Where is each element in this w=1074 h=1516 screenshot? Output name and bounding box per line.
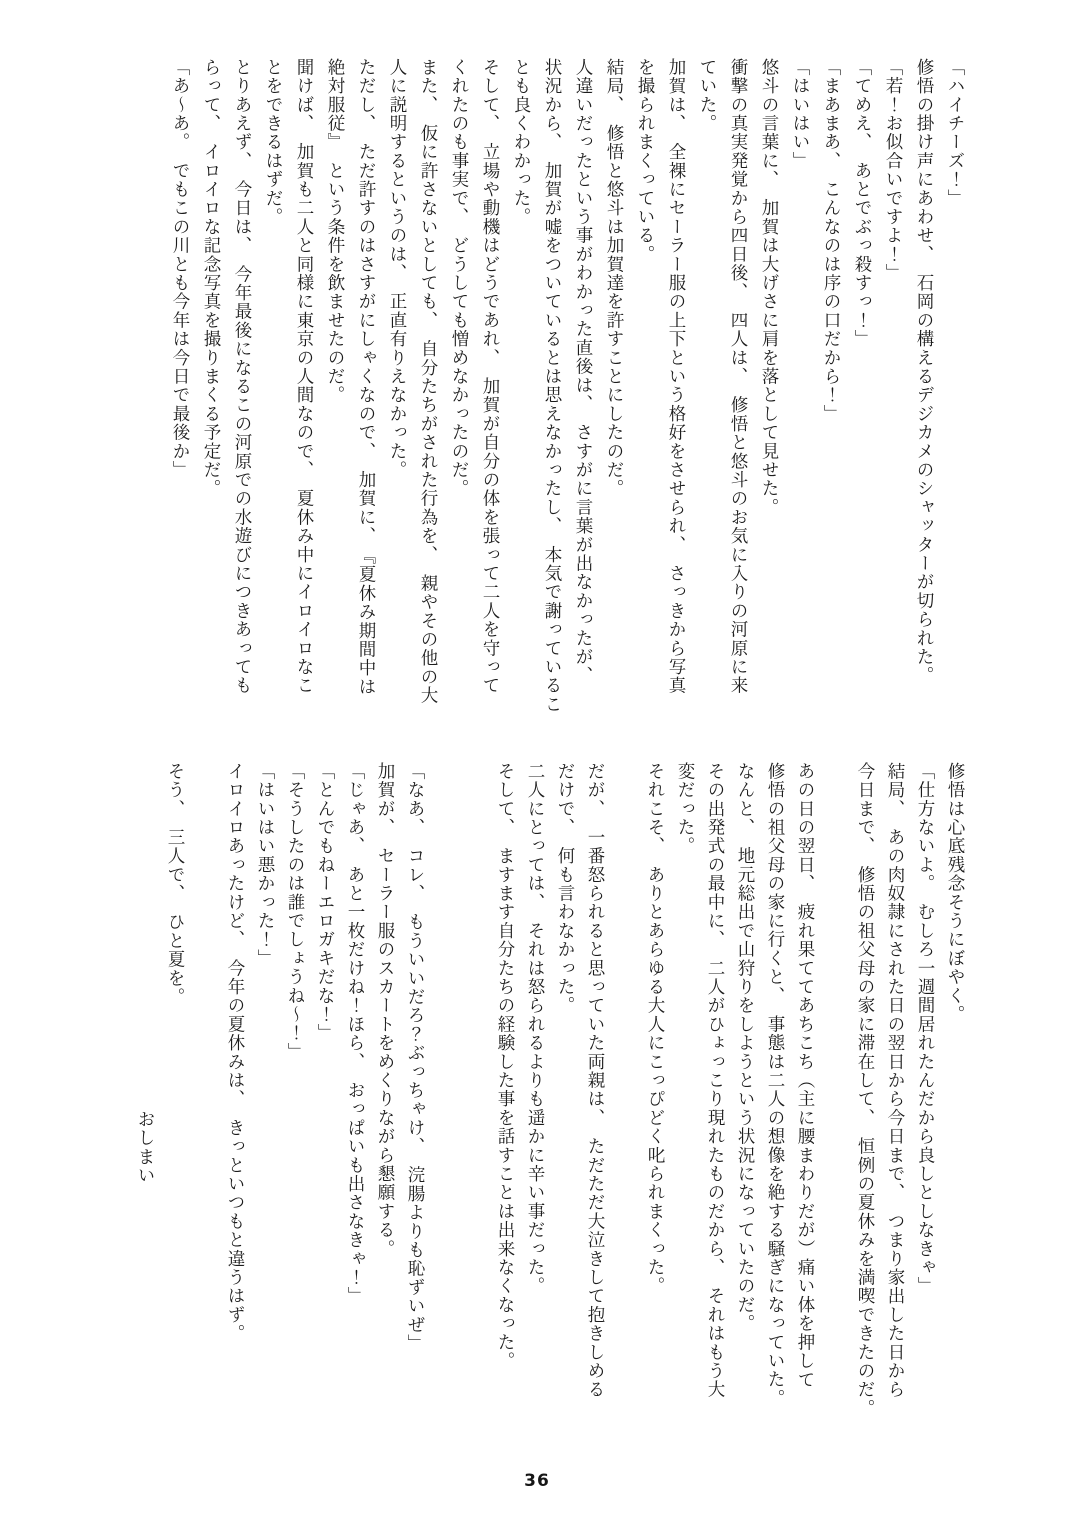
text-column: 悠斗の言葉に、 加賀は大げさに肩を落として見せた。 bbox=[759, 58, 779, 517]
text-column: 「そうしたのは誰でしょうね〜！」 bbox=[285, 762, 305, 1062]
text-column: 「仕方ないよ。 むしろ一週間居れたんだから良しとしなきゃ」 bbox=[915, 762, 935, 1296]
text-column: 「まあまあ、 こんなのは序の口だから！」 bbox=[821, 58, 841, 424]
paragraph-separator bbox=[820, 762, 850, 1462]
paragraph-separator bbox=[610, 762, 640, 1462]
page-number: 36 bbox=[524, 1471, 550, 1491]
paragraph-separator bbox=[460, 762, 490, 1462]
text-column: 結局、 修悟と悠斗は加賀達を許すことにしたのだ。 bbox=[604, 58, 624, 499]
text-column: 「なあ、 コレ、 もういいだろ？ぶっちゃけ、 浣腸よりも恥ずいぜ」 bbox=[405, 762, 425, 1353]
text-column: とをできるはずだ。 bbox=[263, 58, 283, 227]
text-column: 二人にとっては、 それは怒られるよりも遥かに辛い事だった。 bbox=[525, 762, 545, 1296]
text-column: その出発式の最中に、 二人がひょっこり現れたものだから、 それはもう大 bbox=[705, 762, 725, 1399]
text-column: 「とんでもねーエロガキだな！」 bbox=[315, 762, 335, 1043]
text-column: 「あ〜あ。 でもこの川とも今年は今日で最後か」 bbox=[170, 58, 190, 480]
text-column: 加賀は、 全裸にセーラー服の上下という格好をさせられ、 さっきから写真 bbox=[666, 58, 686, 695]
paragraph-separator bbox=[190, 762, 220, 1462]
text-column: 修悟の祖父母の家に行くと、 事態は二人の想像を絶する騒ぎになっていた。 bbox=[765, 762, 785, 1408]
text-column: 「ハイチーズ！」 bbox=[945, 58, 965, 208]
text-column: なんと、 地元総出で山狩りをしようという状況になっていたのだ。 bbox=[735, 762, 755, 1333]
text-column: あの日の翌日、 疲れ果ててあちこち（主に腰まわりだが）痛い体を押して bbox=[795, 762, 815, 1390]
text-column: 「てめえ、 あとでぶっ殺すっ！」 bbox=[852, 58, 872, 349]
text-column: くれたのも事実で、 どうしても憎めなかったのだ。 bbox=[449, 58, 469, 499]
text-column: 「若！お似合いですよ！」 bbox=[883, 58, 903, 283]
text-column: 衝撃の真実発覚から四日後、 四人は、 修悟と悠斗のお気に入りの河原に来 bbox=[728, 58, 748, 695]
text-column: 人違いだったという事がわかった直後は、 さすがに言葉が出なかったが、 bbox=[573, 58, 593, 686]
text-column: 今日まで、 修悟の祖父母の家に滞在して、 恒例の夏休みを満喫できたのだ。 bbox=[855, 762, 875, 1418]
text-column: 結局、 あの肉奴隷にされた日の翌日から今日まで、 つまり家出した日から bbox=[885, 762, 905, 1399]
text-column: 人に説明するというのは、 正直有りえなかった。 bbox=[387, 58, 407, 480]
text-column: おしまい bbox=[135, 1110, 155, 1185]
text-column: 絶対服従』 という条件を飲ませたのだ。 bbox=[325, 58, 345, 405]
text-column: 「はいはい」 bbox=[790, 58, 810, 171]
text-column: そう、 三人で、 ひと夏を。 bbox=[165, 762, 185, 1007]
text-column: 聞けば、 加賀も二人と同様に東京の人間なので、 夏休み中にイロイロなこ bbox=[294, 58, 314, 695]
text-block-bottom bbox=[130, 762, 970, 1462]
text-column: 修悟の掛け声にあわせ、 石岡の構えるデジカメのシャッターが切られた。 bbox=[914, 58, 934, 686]
text-column: とも良くわかった。 bbox=[511, 58, 531, 227]
text-column: だけで、 何も言わなかった。 bbox=[555, 762, 575, 1016]
text-column: 「はいはい悪かった！」 bbox=[255, 762, 275, 968]
text-column: を撮られまくっている。 bbox=[635, 58, 655, 264]
text-column: 修悟は心底残念そうにぼやく。 bbox=[945, 762, 965, 1024]
text-column: そして、 ますます自分たちの経験した事を話すことは出来なくなった。 bbox=[495, 762, 515, 1371]
text-column: 状況から、 加賀が嘘をついているとは思えなかったし、 本気で謝っているこ bbox=[542, 58, 562, 714]
text-column: イロイロあったけど、 今年の夏休みは、 きっといつもと違うはず。 bbox=[225, 762, 245, 1343]
text-column: だが、 一番怒られると思っていた両親は、 ただただ大泣きして抱きしめる bbox=[585, 762, 605, 1399]
text-column: そして、 立場や動機はどうであれ、 加賀が自分の体を張って二人を守って bbox=[480, 58, 500, 695]
paragraph-separator bbox=[430, 762, 460, 1462]
text-block-top bbox=[164, 58, 970, 758]
text-column: また、 仮に許さないとしても、 自分たちがされた行為を、 親やその他の大 bbox=[418, 58, 438, 705]
text-column: 変だった。 bbox=[675, 762, 695, 856]
text-column: 「じゃあ、 あと一枚だけね！ほら、 おっぱいも出さなきゃ！」 bbox=[345, 762, 365, 1306]
text-column: ただし、 ただ許すのはさすがにしゃくなので、 加賀に、 『夏休み期間中は bbox=[356, 58, 376, 697]
text-column: 加賀が、 セーラー服のスカートをめくりながら懇願する。 bbox=[375, 762, 395, 1259]
text-column: ていた。 bbox=[697, 58, 717, 133]
text-column: とりあえず、 今日は、 今年最後になるこの河原での水遊びにつきあっても bbox=[232, 58, 252, 695]
text-column: それこそ、 ありとあらゆる大人にこっぴどく叱られまくった。 bbox=[645, 762, 665, 1296]
text-column: らって、 イロイロな記念写真を撮りまくる予定だ。 bbox=[201, 58, 221, 499]
